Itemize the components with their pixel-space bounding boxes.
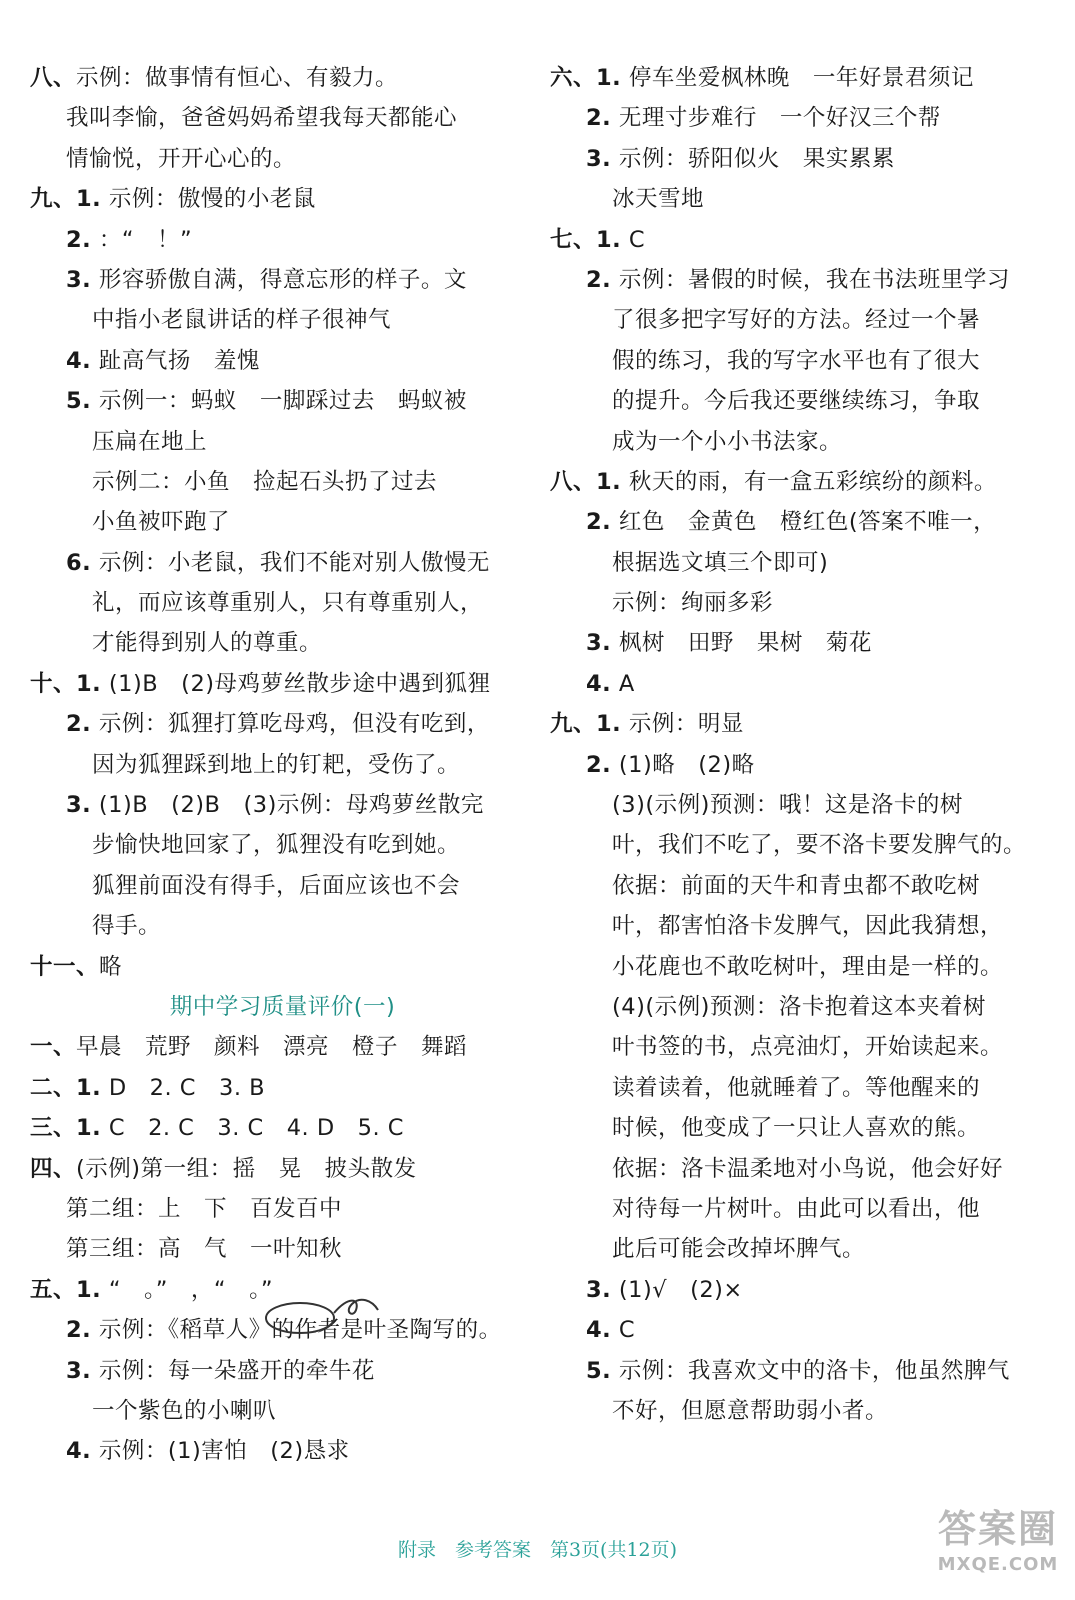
answer-text: 第二组：上 下 百发百中 xyxy=(66,1195,343,1222)
answer-text: 秋天的雨，有一盒五彩缤纷的颜料。 xyxy=(621,468,997,495)
answer-text: 时候，他变成了一只让人喜欢的熊。 xyxy=(612,1115,981,1142)
question-number: 2. xyxy=(66,1317,92,1344)
answer-line xyxy=(550,381,1050,421)
answer-line xyxy=(30,543,535,583)
question-number: 二、1. xyxy=(30,1074,102,1101)
answer-text: 我叫李愉，爸爸妈妈希望我每天都能心 xyxy=(66,105,458,132)
answer-text: 红色 金黄色 橙红色(答案不唯一， xyxy=(611,509,997,536)
question-number: 4. xyxy=(66,1438,92,1465)
question-number: 八、 xyxy=(30,65,77,91)
question-number: 2. xyxy=(66,711,92,738)
answer-line xyxy=(550,341,1050,381)
answer-line xyxy=(550,58,1050,98)
watermark-logo xyxy=(928,1505,1068,1595)
answer-text: 期中学习质量评价(一) xyxy=(169,993,396,1020)
answer-text: 中指小老鼠讲话的样子很神气 xyxy=(92,307,392,334)
answer-line xyxy=(550,422,1050,462)
answer-text: (3)(示例)预测：哦！这是洛卡的树 xyxy=(612,792,963,819)
answer-text: 压扁在地上 xyxy=(92,428,208,455)
answer-text: (示例)第一组：摇 晃 披头散发 xyxy=(76,1155,417,1182)
answer-line xyxy=(550,1391,1050,1431)
answer-text: 冰天雪地 xyxy=(612,186,705,213)
answer-text: 示例一：蚂蚁 一脚踩过去 蚂蚁被 xyxy=(91,388,467,415)
answer-line xyxy=(550,704,1050,744)
answer-text: 根据选文填三个即可) xyxy=(612,549,829,576)
answer-text: 步愉快地回家了，狐狸没有吃到她。 xyxy=(92,832,461,859)
question-number: 三、1. xyxy=(30,1115,102,1142)
answer-text: 示例：小老鼠，我们不能对别人傲慢无 xyxy=(91,549,490,576)
answer-line xyxy=(550,300,1050,340)
answer-line xyxy=(30,220,535,260)
answer-line xyxy=(550,260,1050,300)
answer-text: ：“ ！” xyxy=(91,226,193,253)
question-number: 3. xyxy=(586,1276,612,1303)
question-number: 5. xyxy=(66,388,92,415)
answer-line xyxy=(30,745,535,785)
answer-line xyxy=(550,623,1050,663)
question-number: 十、1. xyxy=(30,670,102,697)
answer-text: 停车坐爱枫林晚 一年好景君须记 xyxy=(621,65,974,91)
answer-line xyxy=(30,1068,535,1108)
answer-line xyxy=(30,825,535,865)
answer-line xyxy=(550,1270,1050,1310)
answer-text: C xyxy=(621,226,646,253)
answer-text: 小鱼被吓跑了 xyxy=(92,509,231,536)
answer-line xyxy=(550,745,1050,785)
question-number: 十一、 xyxy=(30,953,100,980)
answer-line xyxy=(550,1189,1050,1229)
answer-line xyxy=(30,1229,535,1269)
answer-text: 得手。 xyxy=(92,913,162,940)
question-number: 一、 xyxy=(30,1034,77,1061)
question-number: 3. xyxy=(586,145,612,172)
question-number: 五、1. xyxy=(30,1276,102,1303)
answer-line xyxy=(30,623,535,663)
answer-text: 示例：暑假的时候，我在书法班里学习 xyxy=(611,266,1010,293)
answer-text: 依据：洛卡温柔地对小鸟说，他会好好 xyxy=(612,1155,1004,1182)
question-number: 2. xyxy=(586,751,612,778)
answer-line xyxy=(30,179,535,219)
answer-line xyxy=(30,1149,535,1189)
answer-line xyxy=(550,502,1050,542)
answer-line xyxy=(550,1068,1050,1108)
answer-text: 读着读着，他就睡着了。等他醒来的 xyxy=(612,1074,981,1101)
question-number: 四、 xyxy=(30,1155,77,1182)
answer-line xyxy=(30,98,535,138)
answer-line xyxy=(30,1391,535,1431)
answer-text: 无理寸步难行 一个好汉三个帮 xyxy=(611,105,941,132)
question-number: 2. xyxy=(586,266,612,293)
answer-text: 一个紫色的小喇叭 xyxy=(92,1397,277,1424)
answer-line xyxy=(550,139,1050,179)
answer-line xyxy=(30,58,535,98)
question-number: 六、1. xyxy=(550,65,622,91)
question-number: 3. xyxy=(66,1357,92,1384)
answer-line xyxy=(30,422,535,462)
answer-text: (1)B (2)母鸡萝丝散步途中遇到狐狸 xyxy=(101,670,491,697)
answer-text: 示例：每一朵盛开的牵牛花 xyxy=(91,1357,375,1384)
answer-line xyxy=(550,1108,1050,1148)
answer-line xyxy=(550,98,1050,138)
answer-line xyxy=(550,1149,1050,1189)
answer-text: 略 xyxy=(99,953,123,980)
question-number: 3. xyxy=(66,266,92,293)
answer-text: (1)√ (2)× xyxy=(611,1276,743,1303)
right-answer-column xyxy=(550,58,1050,1431)
answer-text: (1)B (2)B (3)示例：母鸡萝丝散完 xyxy=(91,792,484,819)
answer-text: 礼，而应该尊重别人，只有尊重别人， xyxy=(92,590,484,617)
answer-line xyxy=(30,139,535,179)
answer-line xyxy=(550,583,1050,623)
answer-line xyxy=(30,1189,535,1229)
answer-line xyxy=(30,947,535,987)
answer-text: 因为狐狸踩到地上的钉耙，受伤了。 xyxy=(92,751,461,778)
answer-line xyxy=(550,179,1050,219)
answer-text: “ 。” ，“ 。” xyxy=(101,1276,273,1303)
answer-line xyxy=(550,220,1050,260)
answer-text: 对待每一片树叶。由此可以看出，他 xyxy=(612,1195,981,1222)
answer-line xyxy=(550,1351,1050,1391)
question-number: 2. xyxy=(586,105,612,132)
answer-text: 示例：《稻草人》的作者是叶圣陶写的。 xyxy=(91,1317,502,1344)
answer-line xyxy=(550,947,1050,987)
answer-text: 此后可能会改掉坏脾气。 xyxy=(612,1236,866,1263)
answer-line xyxy=(30,906,535,946)
answer-line xyxy=(30,1108,535,1148)
answer-text: 小花鹿也不敢吃树叶，理由是一样的。 xyxy=(612,953,1004,980)
answer-text: 示例：我喜欢文中的洛卡，他虽然脾气 xyxy=(611,1357,1010,1384)
answer-text: C 2. C 3. C 4. D 5. C xyxy=(101,1115,405,1142)
answer-line xyxy=(30,664,535,704)
answer-text: (1)略 (2)略 xyxy=(611,751,755,778)
answer-line xyxy=(30,1351,535,1391)
answer-line xyxy=(30,1027,535,1067)
answer-text: 示例：狐狸打算吃母鸡，但没有吃到， xyxy=(91,711,490,738)
answer-line xyxy=(30,260,535,300)
answer-text: 形容骄傲自满，得意忘形的样子。文 xyxy=(91,266,467,293)
answer-line xyxy=(550,825,1050,865)
answer-text: 狐狸前面没有得手，后面应该也不会 xyxy=(92,872,461,899)
answer-text: 示例：做事情有恒心、有毅力。 xyxy=(76,65,399,91)
answer-line xyxy=(550,664,1050,704)
answer-line xyxy=(550,543,1050,583)
answer-line xyxy=(550,1229,1050,1269)
answer-line xyxy=(550,987,1050,1027)
answer-text: 枫树 田野 果树 菊花 xyxy=(611,630,872,657)
question-number: 6. xyxy=(66,549,92,576)
page-footer: 附录 参考答案 第3页(共12页) xyxy=(397,1539,678,1561)
answer-text: 示例：(1)害怕 (2)恳求 xyxy=(91,1438,350,1465)
answer-text: 趾高气扬 羞愧 xyxy=(91,347,260,374)
answer-text: C xyxy=(611,1317,636,1344)
answer-text: 依据：前面的天牛和青虫都不敢吃树 xyxy=(612,872,981,899)
answer-line xyxy=(30,462,535,502)
answer-text: A xyxy=(611,670,635,697)
answer-text: (4)(示例)预测：洛卡抱着这本夹着树 xyxy=(612,993,986,1020)
question-number: 4. xyxy=(586,1317,612,1344)
left-answer-column xyxy=(30,58,535,1472)
answer-line xyxy=(550,462,1050,502)
question-number: 4. xyxy=(586,670,612,697)
answer-line xyxy=(550,866,1050,906)
answer-text: 假的练习，我的写字水平也有了很大 xyxy=(612,347,981,374)
answer-text: 叶书签的书，点亮油灯，开始读起来。 xyxy=(612,1034,1004,1061)
answer-text: 叶，都害怕洛卡发脾气，因此我猜想， xyxy=(612,913,1004,940)
answer-line xyxy=(550,1027,1050,1067)
answer-text: 早晨 荒野 颜料 漂亮 橙子 舞蹈 xyxy=(76,1034,468,1061)
question-number: 八、1. xyxy=(550,468,622,495)
answer-text: 不好，但愿意帮助弱小者。 xyxy=(612,1397,889,1424)
question-number: 2. xyxy=(586,509,612,536)
question-number: 3. xyxy=(66,792,92,819)
watermark-url: MXQE.COM xyxy=(937,1554,1059,1575)
answer-text: 示例：傲慢的小老鼠 xyxy=(101,186,316,213)
answer-line xyxy=(30,785,535,825)
answer-line xyxy=(30,300,535,340)
answer-line xyxy=(550,906,1050,946)
answer-text: 示例：骄阳似火 果实累累 xyxy=(611,145,895,172)
answer-text: 情愉悦，开开心心的。 xyxy=(66,145,297,172)
watermark-logo-text: 答案圈 xyxy=(937,1507,1058,1551)
answer-line xyxy=(30,341,535,381)
answer-text: 第三组：高 气 一叶知秋 xyxy=(66,1236,343,1263)
answer-line xyxy=(30,502,535,542)
answer-line xyxy=(550,1310,1050,1350)
answer-line xyxy=(30,583,535,623)
question-number: 3. xyxy=(586,630,612,657)
question-number: 七、1. xyxy=(550,226,622,253)
answer-text: 才能得到别人的尊重。 xyxy=(92,630,323,657)
answer-text: 成为一个小小书法家。 xyxy=(612,428,843,455)
answer-line xyxy=(30,704,535,744)
answer-line xyxy=(550,785,1050,825)
answer-line xyxy=(30,866,535,906)
answer-line xyxy=(30,381,535,421)
answer-text: 示例：绚丽多彩 xyxy=(612,590,774,617)
question-number: 九、1. xyxy=(550,711,622,738)
answer-text: 叶，我们不吃了，要不洛卡要发脾气的。 xyxy=(612,832,1027,859)
question-number: 4. xyxy=(66,347,92,374)
answer-line xyxy=(30,1431,535,1471)
question-number: 2. xyxy=(66,226,92,253)
answer-text: 的提升。今后我还要继续练习，争取 xyxy=(612,388,981,415)
answer-text: 示例二：小鱼 捡起石头扔了过去 xyxy=(92,468,438,495)
answer-text: 示例：明显 xyxy=(621,711,744,738)
question-number: 九、1. xyxy=(30,186,102,213)
answer-text: 了很多把字写好的方法。经过一个暑 xyxy=(612,307,981,334)
answer-text: D 2. C 3. B xyxy=(101,1074,266,1101)
handwritten-circle-mark xyxy=(260,1288,390,1338)
section-heading xyxy=(30,987,535,1027)
question-number: 5. xyxy=(586,1357,612,1384)
